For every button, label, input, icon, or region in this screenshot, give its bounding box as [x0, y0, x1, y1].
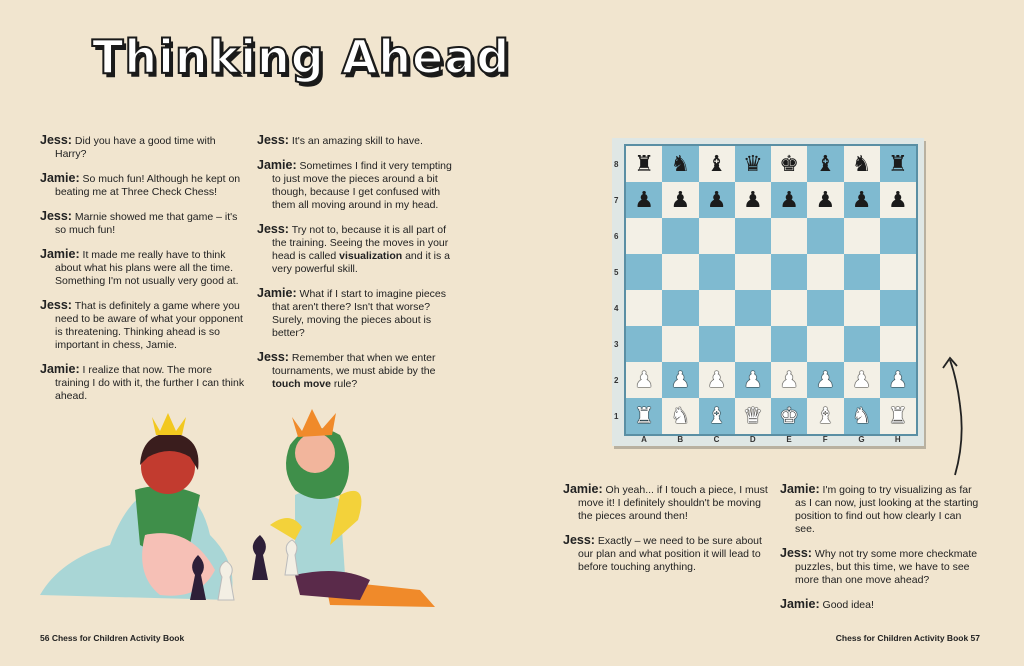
- board-square: [771, 218, 807, 254]
- dialogue-line: [257, 287, 457, 340]
- board-square: [626, 182, 662, 218]
- board-square: [807, 254, 843, 290]
- dialogue-text: So much fun! Although he kept on beating me at Three Check Chess!: [55, 173, 241, 198]
- white-bishop-icon: ♝: [706, 403, 727, 428]
- board-square: [699, 182, 735, 218]
- board-square: [735, 362, 771, 398]
- speaker-name: Jess:: [40, 133, 72, 147]
- dialogue-line: [257, 159, 457, 212]
- dialogue-text: Did you have a good time with Harry?: [55, 135, 216, 160]
- footer-right: Chess for Children Activity Book 57: [835, 633, 980, 643]
- dialogue-column-bottom-right: [780, 483, 980, 623]
- board-square: [771, 146, 807, 182]
- black-rook-icon: ♜: [634, 151, 654, 176]
- dialogue-text: Exactly – we need to be sure about our plan and what position it will lead to before touching anything.: [578, 535, 762, 573]
- rank-label: 5: [614, 268, 619, 277]
- dialogue-text: Oh yeah... if I touch a piece, I must move it! I definitely shouldn't be moving the pieces around then!: [578, 484, 768, 522]
- board-square: [735, 146, 771, 182]
- board-square: [626, 362, 662, 398]
- black-pawn-icon: ♟: [706, 187, 727, 212]
- board-square: [771, 326, 807, 362]
- white-pawn-icon: ♟: [706, 367, 727, 392]
- speaker-name: Jamie:: [257, 286, 297, 300]
- board-square: [807, 290, 843, 326]
- board-square: [662, 326, 698, 362]
- board-square: [844, 398, 880, 434]
- black-knight-icon: ♞: [851, 151, 872, 176]
- dialogue-line: [257, 351, 457, 391]
- white-queen-icon: ♛: [743, 403, 763, 428]
- white-pawn-icon: ♟: [670, 367, 691, 392]
- speaker-name: Jamie:: [780, 597, 820, 611]
- board-square: [880, 146, 916, 182]
- board-square: [880, 182, 916, 218]
- black-bishop-icon: ♝: [815, 151, 836, 176]
- board-square: [807, 218, 843, 254]
- dialogue-line: [563, 534, 773, 574]
- board-square: [880, 218, 916, 254]
- board-square: [735, 254, 771, 290]
- black-pawn-icon: ♟: [815, 187, 836, 212]
- white-pawn-icon: ♟: [815, 367, 836, 392]
- board-square: [771, 290, 807, 326]
- black-pawn-icon: ♟: [634, 187, 654, 212]
- speaker-name: Jess:: [40, 209, 72, 223]
- black-pawn-icon: ♟: [779, 187, 799, 212]
- white-knight-icon: ♞: [851, 403, 872, 428]
- board-square: [771, 182, 807, 218]
- board-square: [626, 290, 662, 326]
- speaker-name: Jamie:: [40, 362, 80, 376]
- dialogue-text: Good idea!: [822, 599, 874, 611]
- board-square: [626, 326, 662, 362]
- board-square: [844, 218, 880, 254]
- speaker-name: Jess:: [257, 133, 289, 147]
- board-square: [880, 290, 916, 326]
- dialogue-text: I'm going to try visualizing as far as I can now, just looking at the starting position to find out how clearly I can see.: [795, 484, 979, 535]
- board-square: [699, 254, 735, 290]
- file-label: A: [641, 435, 647, 444]
- board-square: [662, 182, 698, 218]
- white-pawn-icon: ♟: [779, 367, 799, 392]
- black-bishop-icon: ♝: [706, 151, 727, 176]
- speaker-name: Jess:: [40, 298, 72, 312]
- dialogue-line: [563, 483, 773, 523]
- dialogue-line: [780, 598, 980, 612]
- board-square: [735, 290, 771, 326]
- rank-label: 6: [614, 232, 619, 241]
- black-knight-icon: ♞: [670, 151, 691, 176]
- board-square: [699, 362, 735, 398]
- white-knight-icon: ♞: [670, 403, 691, 428]
- dialogue-text: It made me really have to think about what his plans were all the time. Something I'm not usually very good at.: [55, 249, 239, 287]
- speaker-name: Jamie:: [40, 247, 80, 261]
- board-square: [844, 182, 880, 218]
- board-square: [626, 398, 662, 434]
- board-square: [699, 146, 735, 182]
- curved-arrow-icon: [935, 350, 975, 480]
- dialogue-keyword: touch move: [272, 378, 331, 390]
- white-pawn-icon: ♟: [634, 367, 654, 392]
- board-square: [735, 326, 771, 362]
- white-rook-icon: ♜: [888, 403, 908, 428]
- board-square: [626, 218, 662, 254]
- dialogue-keyword: visualization: [339, 250, 403, 262]
- white-king-icon: ♚: [779, 403, 799, 428]
- black-rook-icon: ♜: [888, 151, 908, 176]
- dialogue-text: I realize that now. The more training I do with it, the further I can think ahead.: [55, 364, 245, 402]
- board-square: [699, 290, 735, 326]
- white-pawn-icon: ♟: [743, 367, 763, 392]
- board-square: [844, 290, 880, 326]
- rank-label: 3: [614, 340, 619, 349]
- speaker-name: Jess:: [257, 350, 289, 364]
- dialogue-text: What if I start to imagine pieces that aren't there? Isn't that worse? Surely, moving the pieces about is better?: [272, 288, 447, 339]
- file-label: B: [677, 435, 684, 444]
- rank-label: 2: [614, 376, 619, 385]
- dialogue-text: and it is a very powerful skill.: [272, 250, 451, 275]
- dialogue-text: Why not try some more checkmate puzzles, but this time, we have to see more than one move ahead?: [795, 548, 978, 586]
- white-pawn-icon: ♟: [851, 367, 872, 392]
- board-square: [844, 146, 880, 182]
- board-square: [662, 254, 698, 290]
- board-square: [662, 398, 698, 434]
- white-bishop-icon: ♝: [815, 403, 836, 428]
- dialogue-text: Try not to, because it is all part of the training. Seeing the moves in your head is called: [272, 224, 449, 262]
- file-label: E: [786, 435, 792, 444]
- file-label: D: [749, 435, 756, 444]
- dialogue-line: [40, 172, 245, 199]
- dialogue-line: [780, 483, 980, 536]
- chessboard: [624, 144, 918, 436]
- dialogue-text: It's an amazing skill to have.: [291, 135, 423, 147]
- footer-left: 56 Chess for Children Activity Book: [40, 633, 185, 643]
- speaker-name: Jamie:: [257, 158, 297, 172]
- speaker-name: Jamie:: [40, 171, 80, 185]
- board-square: [880, 326, 916, 362]
- dialogue-text: Marnie showed me that game – it's so much fun!: [55, 211, 238, 236]
- board-square: [807, 146, 843, 182]
- black-pawn-icon: ♟: [888, 187, 908, 212]
- speaker-name: Jess:: [563, 533, 595, 547]
- black-pawn-icon: ♟: [670, 187, 691, 212]
- board-square: [771, 254, 807, 290]
- speaker-name: Jamie:: [563, 482, 603, 496]
- speaker-name: Jess:: [257, 222, 289, 236]
- chessboard-frame: [612, 138, 924, 446]
- board-square: [844, 362, 880, 398]
- dialogue-text: rule?: [330, 378, 358, 390]
- black-pawn-icon: ♟: [851, 187, 872, 212]
- white-pawn-icon: ♟: [888, 367, 908, 392]
- board-square: [880, 362, 916, 398]
- board-square: [735, 182, 771, 218]
- dialogue-column-middle: [257, 134, 457, 402]
- board-square: [880, 254, 916, 290]
- black-queen-icon: ♛: [743, 151, 763, 176]
- board-square: [699, 218, 735, 254]
- dialogue-line: [257, 223, 457, 276]
- dialogue-line: [40, 210, 245, 237]
- file-label: F: [822, 435, 828, 444]
- rank-label: 8: [614, 160, 619, 169]
- rank-label: 4: [614, 304, 619, 313]
- file-label: C: [713, 435, 720, 444]
- dialogue-text: Remember that when we enter tournaments, we must abide by the: [272, 352, 436, 377]
- dialogue-line: [257, 134, 457, 148]
- board-square: [807, 326, 843, 362]
- speaker-name: Jess:: [780, 546, 812, 560]
- rank-label: 1: [614, 412, 619, 421]
- board-square: [699, 398, 735, 434]
- dialogue-text: Sometimes I find it very tempting to just move the pieces around a bit though, because I get confused with them all moving around in my head.: [272, 160, 452, 211]
- dialogue-text: That is definitely a game where you need to be aware of what your opponent is threatening. Thinking ahead is so important in chess, Jamie.: [55, 300, 243, 351]
- board-square: [626, 146, 662, 182]
- board-square: [626, 254, 662, 290]
- board-square: [771, 362, 807, 398]
- board-square: [880, 398, 916, 434]
- file-label: G: [858, 435, 865, 444]
- black-king-icon: ♚: [779, 151, 799, 176]
- black-pawn-icon: ♟: [743, 187, 763, 212]
- rank-label: 7: [614, 196, 619, 205]
- board-square: [662, 146, 698, 182]
- file-label: H: [894, 435, 901, 444]
- dialogue-line: [40, 299, 245, 352]
- board-square: [844, 326, 880, 362]
- board-square: [844, 254, 880, 290]
- children-playing-chess-illustration: [40, 395, 440, 610]
- page-title: Thinking Ahead: [92, 30, 511, 84]
- board-square: [771, 398, 807, 434]
- board-square: [735, 218, 771, 254]
- dialogue-column-left: [40, 134, 245, 414]
- speaker-name: Jamie:: [780, 482, 820, 496]
- white-rook-icon: ♜: [634, 403, 654, 428]
- board-square: [735, 398, 771, 434]
- board-square: [807, 398, 843, 434]
- board-square: [662, 362, 698, 398]
- board-square: [699, 326, 735, 362]
- board-square: [662, 218, 698, 254]
- board-square: [662, 290, 698, 326]
- dialogue-line: [780, 547, 980, 587]
- dialogue-line: [40, 248, 245, 288]
- dialogue-line: [40, 134, 245, 161]
- dialogue-column-bottom-left: [563, 483, 773, 585]
- board-square: [807, 182, 843, 218]
- board-square: [807, 362, 843, 398]
